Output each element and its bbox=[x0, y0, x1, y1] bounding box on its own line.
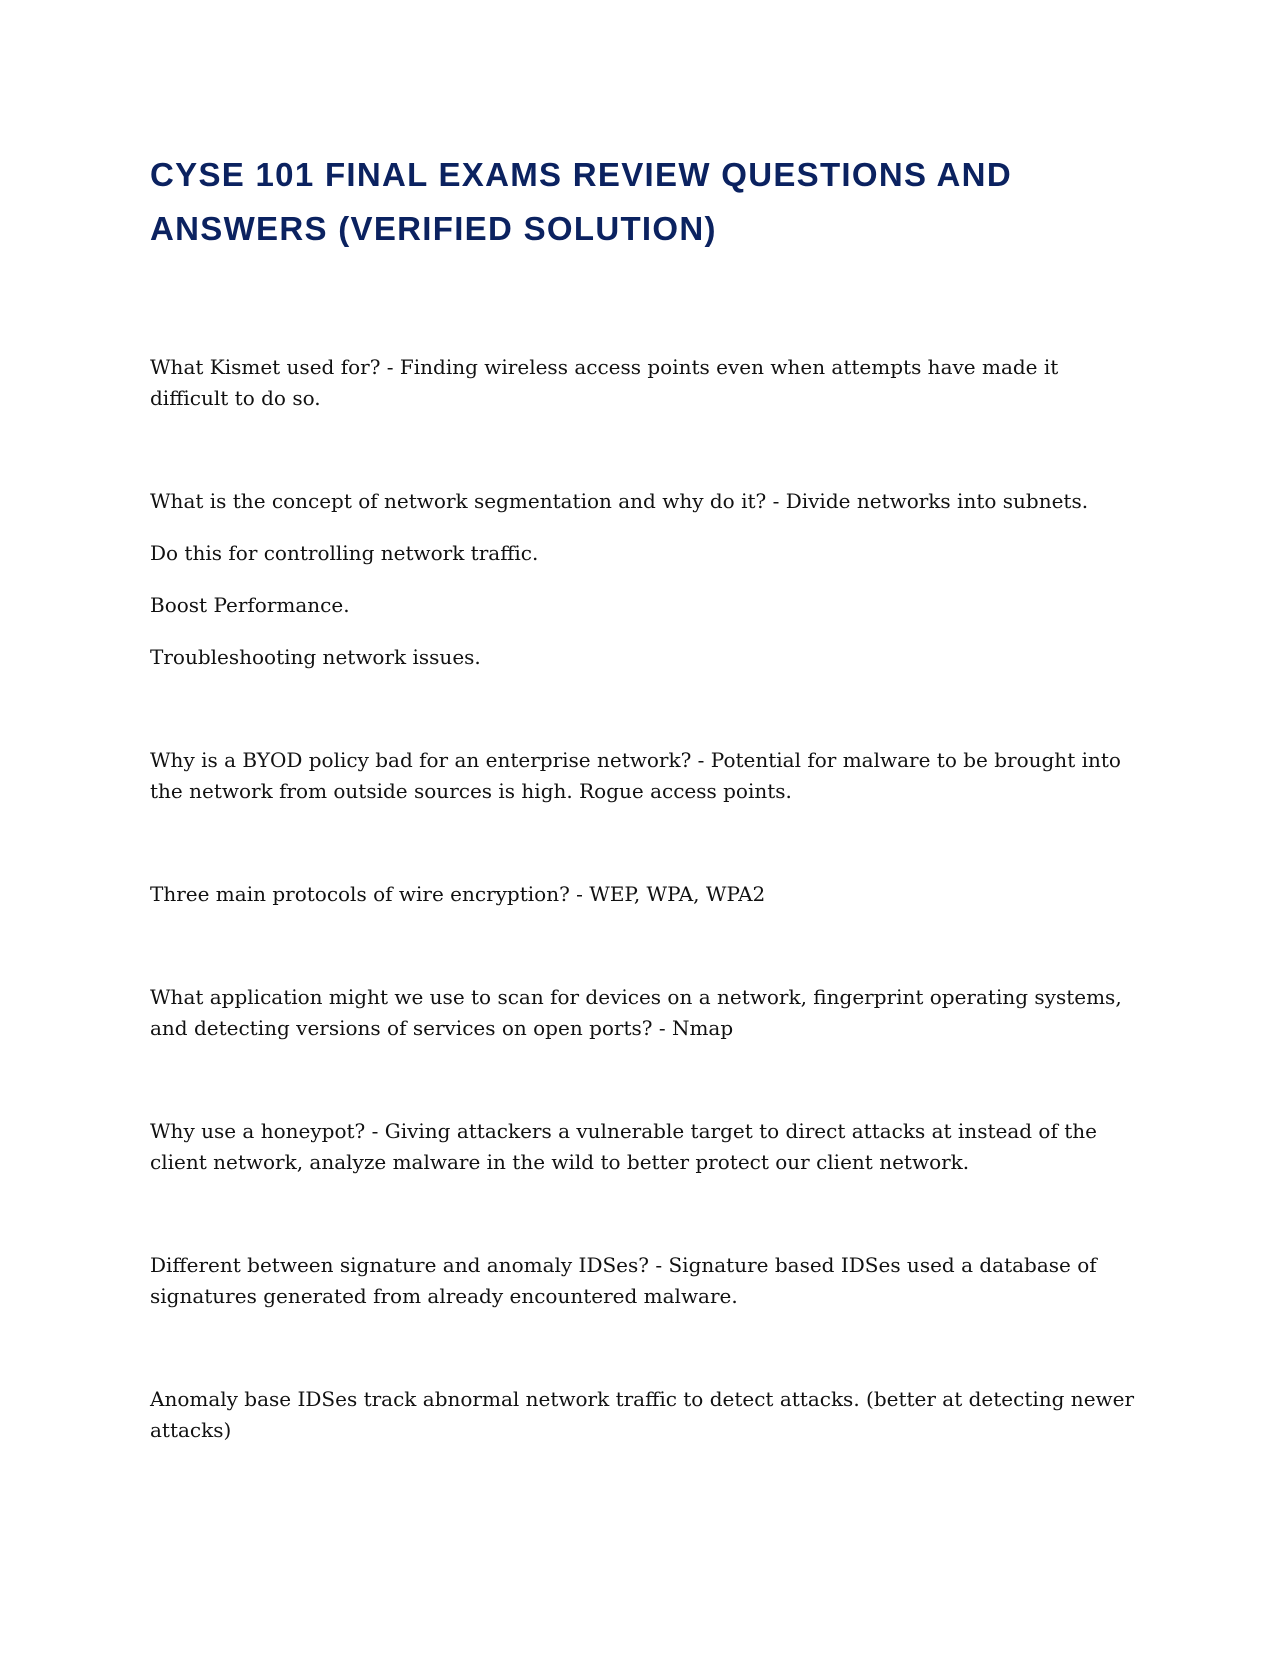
qa-ids-anomaly: Anomaly base IDSes track abnormal network traffic to detect attacks. (better at detecting newer attacks) bbox=[150, 1387, 1135, 1442]
qa-network-segmentation: What is the concept of network segmentation and why do it? - Divide networks into subnets. bbox=[150, 489, 1089, 513]
qa-segmentation-reason-performance: Boost Performance. bbox=[150, 593, 350, 617]
qa-nmap: What application might we use to scan for devices on a network, fingerprint operating systems, and detecting versions of services on open ports? - Nmap bbox=[150, 985, 1122, 1040]
document-body bbox=[150, 352, 1140, 1446]
qa-kismet: What Kismet used for? - Finding wireless access points even when attempts have made it difficult to do so. bbox=[150, 355, 1059, 410]
qa-segmentation-reason-troubleshooting: Troubleshooting network issues. bbox=[150, 645, 481, 669]
document-title: CYSE 101 FINAL EXAMS REVIEW QUESTIONS AND ANSWERS (VERIFIED SOLUTION) bbox=[150, 156, 1012, 247]
qa-wire-encryption: Three main protocols of wire encryption? - WEP, WPA, WPA2 bbox=[150, 882, 766, 906]
qa-honeypot: Why use a honeypot? - Giving attackers a vulnerable target to direct attacks at instead of the client network, analyze malware in the wild to better protect our client network. bbox=[150, 1119, 1097, 1174]
qa-segmentation-reason-traffic: Do this for controlling network traffic. bbox=[150, 541, 539, 565]
qa-byod-policy: Why is a BYOD policy bad for an enterprise network? - Potential for malware to be brought into the network from outside sources is high. Rogue access points. bbox=[150, 748, 1121, 803]
qa-ids-signature: Different between signature and anomaly IDSes? - Signature based IDSes used a database of signatures generated from already encountered malware. bbox=[150, 1253, 1097, 1308]
